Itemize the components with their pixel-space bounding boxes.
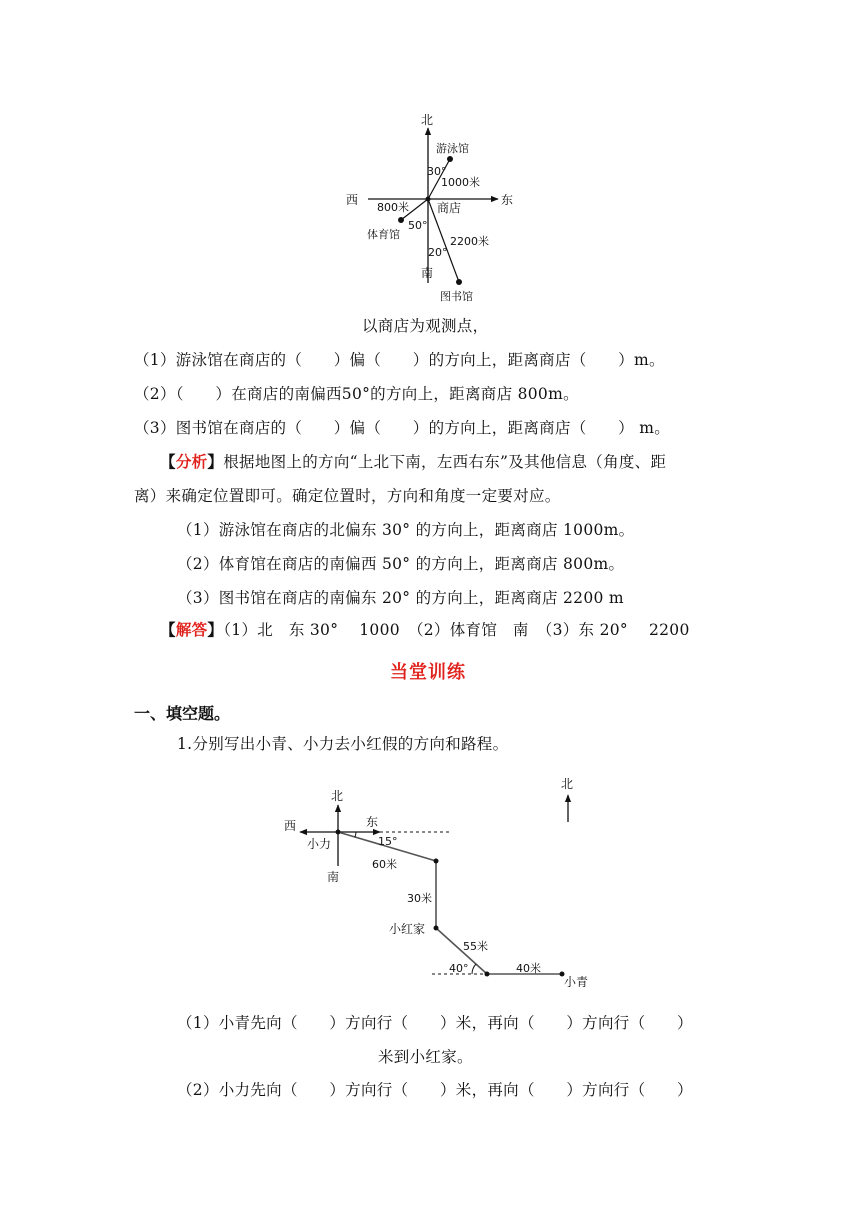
- shop-point: [426, 197, 431, 202]
- angle-arc-40: [472, 964, 476, 974]
- pool-label: 游泳馆: [436, 142, 469, 155]
- xiaoli-label: 小力: [307, 837, 332, 851]
- south-label-2: 南: [327, 870, 340, 884]
- south-label: 南: [421, 266, 434, 280]
- analysis-answer-3: （3）图书馆在商店的南偏东 20° 的方向上，距离商店 2200 m: [177, 589, 624, 607]
- pool-angle-label: 30°: [427, 165, 447, 178]
- distance-55-label: 55米: [463, 940, 488, 953]
- north-reference-label: 北: [561, 777, 574, 791]
- analysis-answer-2: （2）体育馆在商店的南偏西 50° 的方向上，距离商店 800m。: [177, 555, 625, 573]
- gym-point: [398, 217, 404, 223]
- west-label-2: 西: [284, 819, 297, 833]
- north-label: 北: [421, 113, 434, 127]
- analysis-tag: 分析: [175, 452, 208, 471]
- direction-map-figure: [330, 105, 530, 305]
- answer-text: （1）北 东 30° 1000 （2）体育馆 南 （3）东 20° 2200: [223, 621, 690, 639]
- problem1-question-2a: （2）小力先向（ ）方向行（ ）米，再向（ ）方向行（ ）: [177, 1081, 693, 1099]
- xiaohong-label: 小红家: [389, 922, 426, 936]
- west-label: 西: [346, 193, 359, 207]
- xiaoqing-label: 小青: [564, 975, 589, 989]
- problem1-question-1b: 米到小红家。: [378, 1048, 473, 1066]
- xiaoli-point: [336, 830, 341, 835]
- library-point: [456, 279, 462, 285]
- turn-point-2: [485, 972, 490, 977]
- question-2: （2）（ ）在商店的南偏西50°的方向上，距离商店 800m。: [134, 385, 579, 403]
- north-label-2: 北: [331, 789, 344, 803]
- library-distance-label: 2200米: [450, 235, 489, 248]
- turn-point-1: [434, 859, 439, 864]
- angle-15-label: 15°: [378, 835, 398, 848]
- analysis-text-1: 根据地图上的方向“上北下南，左西右东”及其他信息（角度、距: [223, 453, 667, 471]
- east-label: 东: [501, 193, 514, 207]
- figure1-caption: 以商店为观测点，: [362, 317, 489, 335]
- part1-heading: 一、填空题。: [134, 704, 231, 723]
- distance-30-label: 30米: [407, 892, 432, 905]
- library-label: 图书馆: [440, 290, 473, 303]
- problem-1: 1.分别写出小青、小力去小红假的方向和路程。: [177, 735, 509, 753]
- answer-line: 【解答】（1）北 东 30° 1000 （2）体育馆 南 （3）东 20° 2200: [160, 620, 690, 639]
- question-1: （1）游泳馆在商店的（ ）偏（ ）的方向上，距离商店（ ）m。: [134, 351, 665, 369]
- distance-60-label: 60米: [372, 858, 397, 871]
- question-3: （3）图书馆在商店的（ ）偏（ ）的方向上，距离商店（ ） m。: [134, 419, 670, 437]
- pool-point: [447, 156, 453, 162]
- problem1-question-1a: （1）小青先向（ ）方向行（ ）米，再向（ ）方向行（ ）: [177, 1014, 693, 1032]
- section-title: 当堂训练: [390, 662, 466, 683]
- gym-label: 体育馆: [367, 228, 400, 241]
- east-label-2: 东: [366, 815, 379, 829]
- distance-40-label: 40米: [516, 962, 541, 975]
- pool-distance-label: 1000米: [441, 176, 480, 189]
- angle-40-label: 40°: [449, 962, 469, 975]
- analysis-answer-1: （1）游泳馆在商店的北偏东 30° 的方向上，距离商店 1000m。: [177, 521, 635, 539]
- library-angle-label: 20°: [428, 246, 448, 259]
- angle-arc-15: [355, 832, 356, 837]
- shop-label: 商店: [437, 201, 462, 215]
- analysis-line-2: 离）来确定位置即可。确定位置时，方向和角度一定要对应。: [134, 487, 561, 505]
- route-map-figure: [280, 770, 610, 995]
- analysis-line-1: 【分析】根据地图上的方向“上北下南，左西右东”及其他信息（角度、距: [160, 452, 667, 471]
- xiaohong-point: [434, 926, 439, 931]
- gym-angle-label: 50°: [408, 219, 428, 232]
- answer-tag: 解答: [175, 620, 208, 639]
- gym-distance-label: 800米: [377, 201, 409, 214]
